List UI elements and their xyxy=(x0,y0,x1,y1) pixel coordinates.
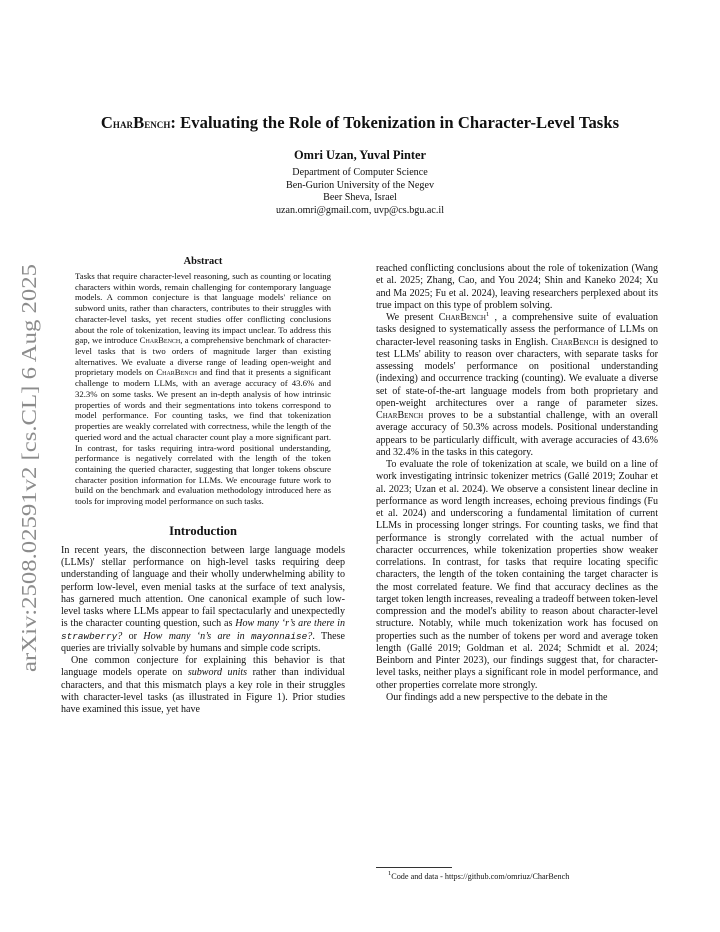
intro-text-2a: One common conjecture for explaining this behavior is that language models operate on xyxy=(61,655,345,679)
intro-or: or xyxy=(122,630,144,642)
title-letters-ench: ench xyxy=(144,116,171,131)
affiliation-emails: uzan.omri@gmail.com, uvp@cs.bgu.ac.il xyxy=(276,204,444,216)
intro-text-1b: . These queries are trivially solvable by humans and simple code scripts. xyxy=(61,630,345,654)
title-rest: : Evaluating the Role of Tokenization in Character-Level Tasks xyxy=(170,113,620,132)
introduction-paragraph-2 xyxy=(61,655,345,716)
intro-emphasis: subword units xyxy=(187,667,248,679)
abstract-text-3: and find that it presents a significant challenge to modern LLMs, with an average accuracy of 43.6% and 32.3% on some tasks. We present an in-depth analysis of how intrinsic properties of words and their segmentations into tokens correspond to model performance. For counting tasks, we find that tokenization properties are weakly correlated with correctness, while the length of the queried word and the actual character count play a more significant part. In contrast, for tasks requiring intra-word positional understanding, performance is negatively correlated with the length of the token containing the queried character, suggesting that longer tokens obscure character position information for LLMs. We encourage future work to build on the benchmark and evaluation methodology introduced here as tools for improving model performance on such tasks. xyxy=(75,367,331,507)
benchmark-name: CharBench xyxy=(139,335,181,346)
title-benchmark-name xyxy=(101,113,171,132)
example-question-2 xyxy=(143,631,312,642)
footnote-divider xyxy=(376,867,452,868)
right-paragraph-1 xyxy=(376,312,658,459)
intro-text-1a: In recent years, the disconnection between large language models (LLMs)' stellar performance on high-level tasks requiring deep understanding of language and their wholly underwhelming ability to perform low-level, even menial tasks at the surface of text analysis, has garnered much attention. One canonical example of such low-level tasks where LLMs appear to fail spectacularly and unexpectedly is the character counting question, such as xyxy=(61,544,345,630)
right-text-1c: is designed to test LLMs' ability to reason over characters, with separate tasks for assessing models' performance on positional understanding (indexing) and occurrence tracking (counting). We evaluate a diverse set of state-of-the-art language models from both proprietary and open-weight architectures over a range of parameter sizes. xyxy=(376,336,659,409)
arxiv-stamp xyxy=(6,262,46,674)
left-column xyxy=(61,256,345,716)
right-column xyxy=(376,263,658,704)
abstract-body xyxy=(75,271,331,507)
right-paragraph-3: Our findings add a new perspective to the debate in the xyxy=(386,691,608,703)
benchmark-name: CharBench xyxy=(438,312,486,323)
abstract-heading: Abstract xyxy=(183,256,223,267)
right-text-1d: proves to be a substantial challenge, with an overall average accuracy of 50.3% across models. Positional understanding appears to be particularly difficult, with average accuracies of 43.6% and 32.4% in the tasks in this category. xyxy=(376,410,658,458)
q1-mark: ? xyxy=(117,630,123,642)
affiliation xyxy=(0,167,720,217)
intro-text-2b: rather than individual characters, and that this mismatch plays a key role in their struggles with character-level tasks (as illustrated in Figure 1). Prior studies have examined this issue, yet have xyxy=(61,667,345,716)
right-text-1a: We present xyxy=(386,312,439,323)
arxiv-stamp-svg xyxy=(6,262,46,674)
benchmark-name: CharBench xyxy=(376,410,424,421)
affiliation-university: Ben-Gurion University of the Negev xyxy=(285,179,434,191)
arxiv-identifier: arXiv:2508.02591v2 [cs.CL] 6 Aug 2025 xyxy=(17,325,41,672)
right-paragraph-0: reached conflicting conclusions about the role of tokenization (Wang et al. 2025; Zhang, Cao, and You 2024; Shin and Kaneko 2024; Xu and Ma 2025; Fu et al. 2024), leaving researchers perplexed about its true impact on this type of problem solving. xyxy=(376,263,658,311)
footnote-text[interactable]: Code and data - https://github.com/omriuz/CharBench xyxy=(391,872,570,881)
q1-word: strawberry xyxy=(61,630,118,642)
right-text-1b: , a comprehensive suite of evaluation tasks designed to systematically assess the performance of LLMs on character-level reasoning tasks in English. xyxy=(376,312,658,348)
right-paragraph-2: To evaluate the role of tokenization at scale, we build on a line of work investigating intrinsic tokenizer metrics (Gallé 2019; Zouhar et al. 2023; Uzan et al. 2024). We observe a consistent linear decline in performance as word length increases, echoing previous findings (Fu et al. 2024) and underscoring a fundamental limitation of current LLMs in processing longer strings. For counting tasks, we find that performance is strongly correlated with the actual number of character occurrences, while tokenization properties show weaker correlations. In contrast, for tasks that require locating specific characters, the length of the token containing the target character is the most correlated feature. We find that accuracy declines as the target token length increases, revealing a tradeoff between token-level compression and the model's ability to reason about character-level structure. Notably, while much tokenization work has focused on properties such as the number of tokens per word and average token length (Gallé 2019; Goldman et al. 2024; Schmidt et al. 2024; Beinborn and Pinter 2023), our findings suggest that, for character-level tasks, neither plays a significant role in model performance, and other properties correlate more strongly. xyxy=(376,459,658,691)
footnote-number: 1 xyxy=(388,870,392,877)
abstract-text-1: Tasks that require character-level reasoning, such as counting or locating characters within words, remain challenging for contemporary language models. A common conjecture is that language models' reliance on subword units, rather than characters, contributes to their struggles with character-level tasks, yet recent studies offer conflicting conclusions about the role of tokenization, leaving its impact unclear. To address this gap, we introduce xyxy=(75,271,331,346)
q2-mark: ? xyxy=(307,630,313,642)
q2-word: mayonnaise xyxy=(251,630,308,642)
q1-text: How many ‘r’s are there in xyxy=(235,618,345,630)
introduction-paragraph-1 xyxy=(61,545,345,655)
paper-title xyxy=(60,113,660,133)
footnote-marker[interactable]: 1 xyxy=(486,311,490,318)
title-letter-b: B xyxy=(133,113,145,132)
introduction-heading: Introduction xyxy=(169,523,237,538)
q2-text: How many ‘n’s are in xyxy=(143,630,252,642)
abstract-text-2: , a comprehensive benchmark of character-level tasks that is two orders of magnitude larger than existing alternatives. We evaluate a diverse range of leading open-weight and proprietary models on xyxy=(75,335,332,378)
benchmark-name: CharBench xyxy=(551,336,599,348)
title-letter-c: C xyxy=(100,113,113,132)
affiliation-location: Beer Sheva, Israel xyxy=(323,192,397,204)
title-letters-har: har xyxy=(112,116,134,131)
footnote xyxy=(388,872,569,881)
affiliation-department: Department of Computer Science xyxy=(292,167,428,178)
authors: Omri Uzan, Yuval Pinter xyxy=(294,148,426,162)
benchmark-name: CharBench xyxy=(156,367,197,378)
